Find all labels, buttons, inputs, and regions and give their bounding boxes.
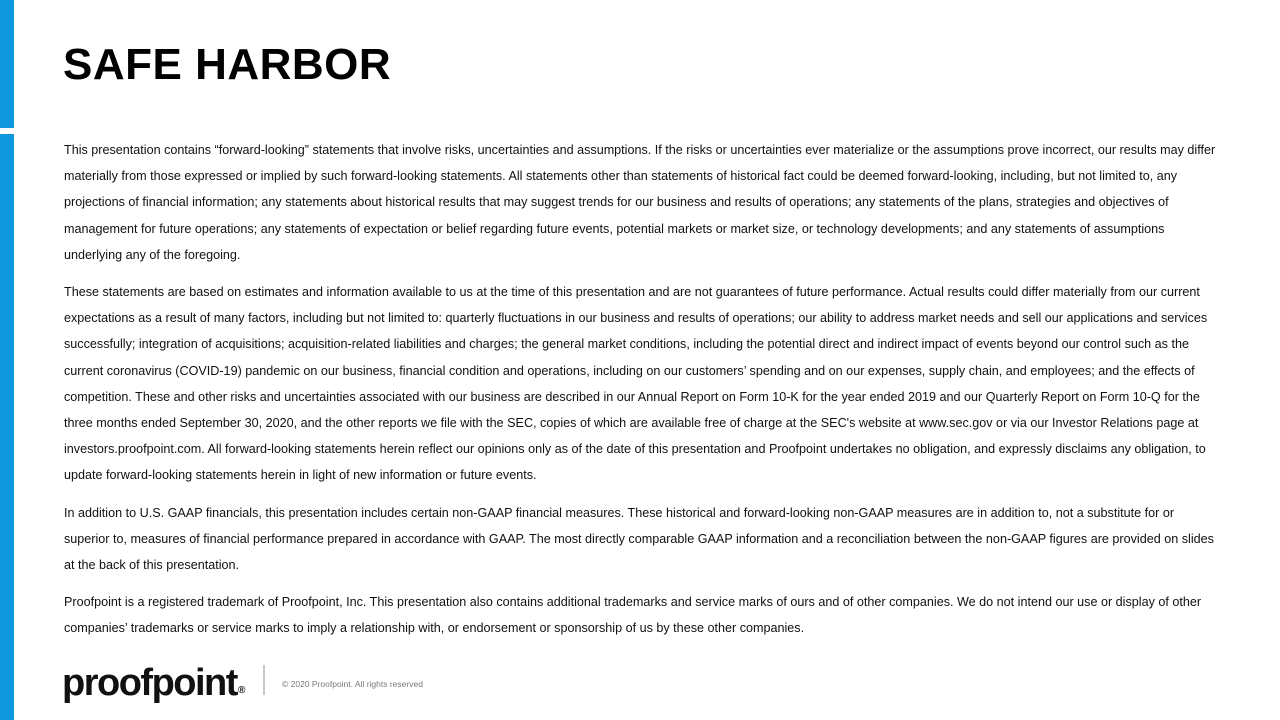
paragraph-trademarks: Proofpoint is a registered trademark of Proofpoint, Inc. This presentation also contains additional trademarks and service marks of ours and of other companies. We do not intend our use or display of other companies’ trademarks or service marks to imply a relationship with, or endorsement or sponsorship of us by these other companies. <box>64 595 1202 636</box>
accent-bar-top <box>0 0 14 128</box>
slide-title: SAFE HARBOR <box>63 40 392 89</box>
safe-harbor-body <box>64 137 1220 653</box>
paragraph-forward-looking: This presentation contains “forward-looking” statements that involve risks, uncertainties and assumptions. If the risks or uncertainties ever materialize or the assumptions prove incorrect, our results may differ materially from those expressed or implied by such forward-looking statements. All statements other than statements of historical fact could be deemed forward-looking, including, but not limited to, any projections of financial information; any statements about historical results that may suggest trends for our business and results of operations; any statements of the plans, strategies and objectives of management for future operations; any statements of expectation or belief regarding future events, potential markets or market size, or technology developments; and any statements of assumptions underlying any of the foregoing. <box>64 143 1216 262</box>
accent-bar-bottom <box>0 134 14 720</box>
copyright-notice: © 2020 Proofpoint. All rights reserved <box>282 679 423 689</box>
proofpoint-logo <box>62 659 245 715</box>
registered-mark: ® <box>237 685 246 696</box>
paragraph-non-gaap: In addition to U.S. GAAP financials, this presentation includes certain non-GAAP financial measures. These historical and forward-looking non-GAAP measures are in addition to, not a substitute for or superior to, measures of financial performance prepared in accordance with GAAP. The most directly comparable GAAP information and a reconciliation between the non-GAAP figures are provided on slides at the back of this presentation. <box>64 505 1214 573</box>
logo-text: proofpoint <box>62 662 237 704</box>
footer-divider <box>263 665 265 695</box>
paragraph-estimates: These statements are based on estimates and information available to us at the time of this presentation and are not guarantees of future performance. Actual results could differ materially from our current expectations as a result of many factors, including but not limited to: quarterly fluctuations in our business and results of operations; our ability to address market needs and sell our applications and services successfully; integration of acquisitions; acquisition-related liabilities and charges; the general market conditions, including the potential direct and indirect impact of events beyond our control such as the current coronavirus (COVID-19) pandemic on our business, financial condition and operations, including on our customers’ spending and on our expenses, supply chain, and employees; and the effects of competition. These and other risks and uncertainties associated with our business are described in our Annual Report on Form 10-K for the year ended 2019 and our Quarterly Report on Form 10-Q for the three months ended September 30, 2020, and the other reports we file with the SEC, copies of which are available free of charge at the SEC's website at www.sec.gov or via our Investor Relations page at investors.proofpoint.com. All forward-looking statements herein reflect our opinions only as of the date of this presentation and Proofpoint undertakes no obligation, and expressly disclaims any obligation, to update forward-looking statements herein in light of new information or future events. <box>64 285 1208 483</box>
